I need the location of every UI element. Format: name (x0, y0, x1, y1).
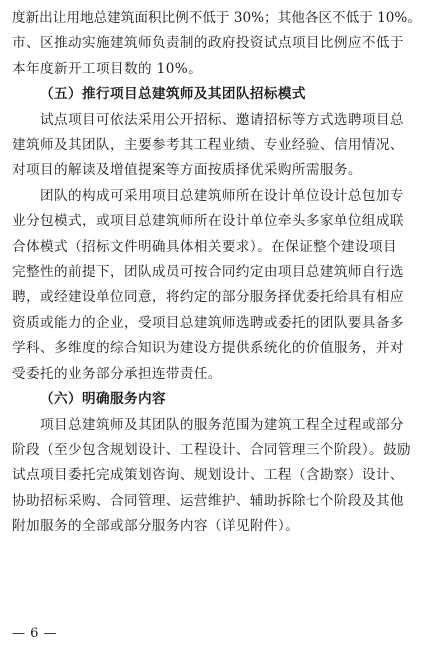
text-line: 完整性的前提下，团队成员可按合同约定由项目总建筑师自行选 (12, 264, 404, 281)
section-heading: （六）明确服务内容 (40, 391, 166, 408)
text-line: 业分包模式，或项目总建筑师所在设计单位牵头多家单位组成联 (12, 213, 404, 230)
text-line: 资质或能力的企业，受项目总建筑师选聘或委托的团队要具备多 (12, 314, 404, 331)
text-line: 市、区推动实施建筑师负责制的政府投资试点项目比例应不低于 (12, 35, 404, 52)
section-heading: （五）推行项目总建筑师及其团队招标模式 (40, 86, 306, 103)
text-line: 合体模式（招标文件明确具体相关要求）。在保证整个建设项目 (12, 238, 398, 255)
text-line: 阶段（至少包含规划设计、工程设计、合同管理三个阶段）。鼓励 (12, 441, 412, 458)
page-number: — 6 — (12, 626, 58, 641)
paragraph-first-line: 团队的构成可采用项目总建筑师所在设计单位设计总包加专 (40, 187, 404, 204)
text-line: 试点项目委托完成策划咨询、规划设计、工程（含勘察）设计、 (12, 467, 404, 484)
text-line: 受委托的业务部分承担连带责任。 (12, 365, 222, 382)
text-line: 协助招标采购、合同管理、运营维护、辅助拆除七个阶段及其他 (12, 492, 404, 509)
document-body (12, 6, 421, 540)
text-line: 学科、多维度的综合知识为建设方提供系统化的价值服务，并对 (12, 340, 404, 357)
paragraph-first-line: 试点项目可依法采用公开招标、邀请招标等方式选聘项目总 (40, 111, 404, 128)
text-line: 附加服务的全部或部分服务内容（详见附件）。 (12, 518, 300, 535)
text-line: 对项目的解读及增值提案等方面按质择优采购所需服务。 (12, 162, 362, 179)
paragraph-first-line: 项目总建筑师及其团队的服务范围为建筑工程全过程或部分 (40, 416, 404, 433)
text-line: 度新出让用地总建筑面积比例不低于 30%；其他各区不低于 10%。 (12, 10, 421, 26)
text-line: 建筑师及其团队，主要参考其工程业绩、专业经验、信用情况、 (12, 137, 404, 154)
text-line: 聘，或经建设单位同意，将约定的部分服务择优委托给具有相应 (12, 289, 404, 306)
text-line: 本年度新开工项目数的 10%。 (12, 60, 203, 77)
